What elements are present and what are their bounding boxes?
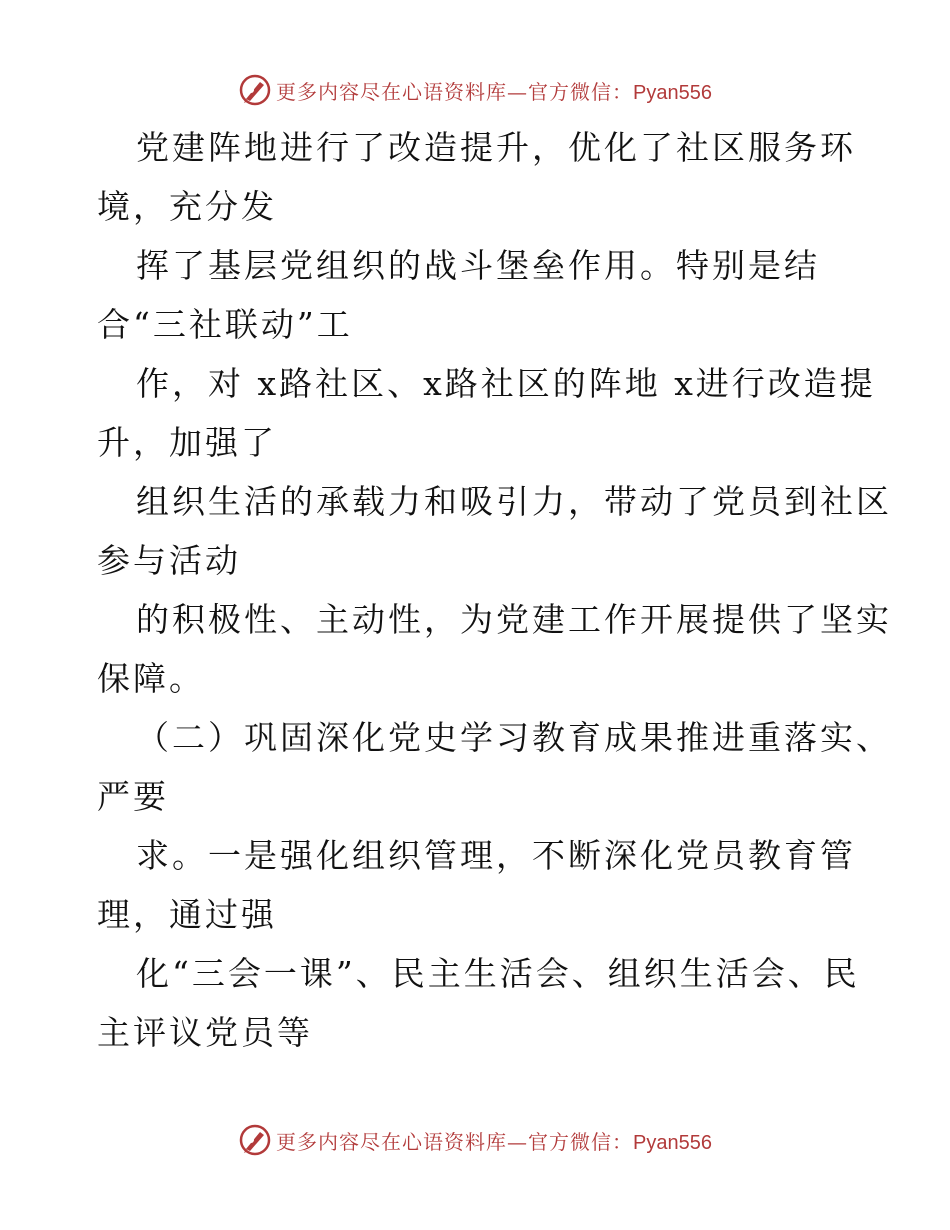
paragraph-first-line: 求。一是强化组织管理，不断深化党员教育管 xyxy=(136,836,856,875)
paragraph-first-line: 挥了基层党组织的战斗堡垒作用。特别是结 xyxy=(136,246,820,285)
paragraph-continuation: 主评议党员等 xyxy=(97,1013,313,1052)
paragraph-continuation: 理，通过强 xyxy=(97,895,277,934)
watermark-label: 更多内容尽在心语资料库—官方微信： xyxy=(276,1129,634,1154)
paragraph xyxy=(97,944,887,1062)
paragraph xyxy=(97,472,892,590)
paragraph-first-line: 党建阵地进行了改造提升，优化了社区服务环 xyxy=(136,128,856,167)
document-body xyxy=(97,118,892,1062)
paragraph-continuation: 升，加强了 xyxy=(97,423,277,462)
paragraph xyxy=(97,236,887,354)
paragraph xyxy=(97,708,892,826)
paragraph-first-line: 的积极性、主动性，为党建工作开展提供了坚实 xyxy=(136,600,892,639)
paragraph-continuation: 合“三社联动”工 xyxy=(97,305,353,344)
paragraph-continuation: 境，充分发 xyxy=(97,187,277,226)
paragraph-first-line: 化“三会一课”、民主生活会、组织生活会、民 xyxy=(136,954,860,993)
paragraph-first-line: 作，对 x路社区、x路社区的阵地 x进行改造提 xyxy=(136,364,876,403)
paragraph xyxy=(97,354,887,472)
paragraph-first-line: （二）巩固深化党史学习教育成果推进重落实、 xyxy=(136,718,892,757)
quill-logo-icon xyxy=(238,1123,272,1157)
paragraph-continuation: 保障。 xyxy=(97,659,205,698)
paragraph-continuation: 严要 xyxy=(97,777,169,816)
quill-logo-icon xyxy=(238,73,272,107)
header-watermark xyxy=(0,70,950,110)
paragraph xyxy=(97,826,887,944)
watermark-text xyxy=(276,76,712,105)
watermark-account: Pyan556 xyxy=(633,1131,712,1154)
footer-watermark xyxy=(0,1120,950,1160)
paragraph xyxy=(97,118,887,236)
paragraph-continuation: 参与活动 xyxy=(97,541,241,580)
watermark-account: Pyan556 xyxy=(633,81,712,104)
paragraph-first-line: 组织生活的承载力和吸引力，带动了党员到社区 xyxy=(136,482,892,521)
paragraph xyxy=(97,590,892,708)
watermark-text xyxy=(276,1126,712,1155)
watermark-label: 更多内容尽在心语资料库—官方微信： xyxy=(276,79,634,104)
